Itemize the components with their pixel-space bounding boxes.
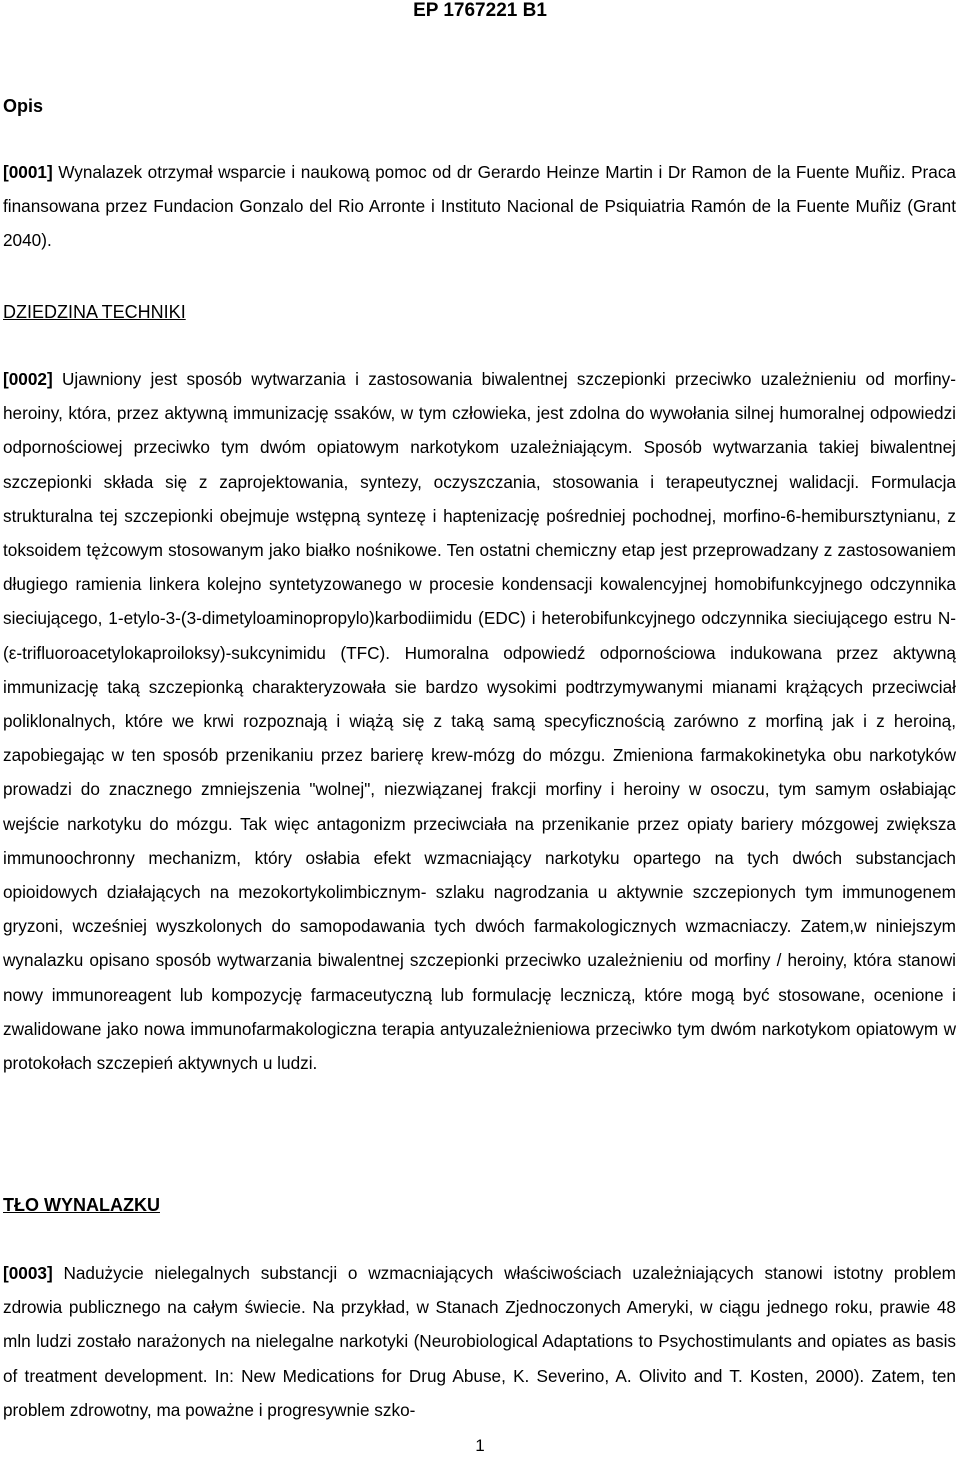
page-number: 1: [475, 1436, 485, 1455]
paragraph-text: Nadużycie nielegalnych substancji o wzmacniających właściwościach uzależniających stanowi istotny problem zdrowia publicznego na całym świecie. Na przykład, w Stanach Zjednoczonych Ameryki, w ciągu jednego roku, prawie 48 mln ludzi zostało narażonych na nielegalne narkotyki (Neurobiological Adaptations to Psychostimulants and opiates as basis of treatment development. In: New Medications for Drug Abuse, K. Severino, A. Olivito and T. Kosten, 2000). Zatem, ten problem zdrowotny, ma poważne i progresywnie szko-: [3, 1263, 956, 1420]
paragraph-0002: [3, 362, 956, 1080]
paragraph-number: [0001]: [3, 162, 53, 182]
paragraph-0001: [3, 155, 956, 258]
paragraph-0003: [3, 1256, 956, 1427]
patent-number-header: EP 1767221 B1: [413, 0, 547, 21]
paragraph-number: [0002]: [3, 369, 53, 389]
section-heading-dziedzina-techniki: DZIEDZINA TECHNIKI: [3, 302, 186, 322]
section-title-opis: Opis: [3, 96, 44, 116]
paragraph-text: Ujawniony jest sposób wytwarzania i zastosowania biwalentnej szczepionki przeciwko uzależnieniu od morfiny-heroiny, która, przez aktywną immunizację ssaków, w tym człowieka, jest zdolna do wywołania silnej humoralnej odpowiedzi odpornościowej przeciwko tym dwóm opiatowym narkotykom uzależniającym. Sposób wytwarzania takiej biwalentnej szczepionki składa się z zaprojektowania, syntezy, oczyszczania, stosowania i terapeutycznej walidacji. Formulacja strukturalna tej szczepionki obejmuje wstępną syntezę i haptenizację pośredniej pochodnej, morfino-6-hemibursztynianu, z toksoidem tężcowym stosowanym jako białko nośnikowe. Ten ostatni chemiczny etap jest przeprowadzany z zastosowaniem długiego ramienia linkera kolejno syntetyzowanego w procesie kondensacji kowalencyjnej homobifunkcyjnego odczynnika sieciującego, 1-etylo-3-(3-dimetyloaminopropylo)karbodiimidu (EDC) i heterobifunkcyjnego odczynnika sieciującego estru N-(ε-trifluoroacetylokaproiloksy)-sukcynimidu (TFC). Humoralna odpowiedź odpornościowa indukowana przez aktywną immunizację taką szczepionką charakteryzowała sie bardzo wysokimi podtrzymywanymi mianami krążących przeciwciał poliklonalnych, które we krwi rozpoznają i wiążą się z taką samą specyficznością zarówno z morfiną jak i z heroiną, zapobiegając w ten sposób przenikaniu przez barierę krew-mózg do mózgu. Zmieniona farmakokinetyka obu narkotyków prowadzi do znacznego zmniejszenia "wolnej", niezwiązanej frakcji morfiny i heroiny w osoczu, tym samym osłabiając wejście narkotyku do mózgu. Tak więc antagonizm przeciwciała na przenikanie przez opiaty bariery mózgowej zwiększa immunoochronny mechanizm, który osłabia efekt wzmacniający narkotyku opartego na tych dwóch substancjach opioidowych działających na mezokortykolimbicznym- szlaku nagrodzania u aktywnie szczepionych tym immunogenem gryzoni, wcześniej wyszkolonych do samopodawania tych dwóch farmakologicznych wzmacniaczy. Zatem,w niniejszym wynalazku opisano sposób wytwarzania biwalentnej szczepionki przeciwko uzależnieniu od morfiny / heroiny, która stanowi nowy immunoreagent lub kompozycję farmaceutyczną lub formulację leczniczą, które mogą być stosowane, ocenione i zwalidowane jako nowa immunofarmakologiczna terapia antyuzależnieniowa przeciwko tym dwóm narkotykom opiatowym w protokołach szczepień aktywnych u ludzi.: [3, 369, 956, 1074]
paragraph-text: Wynalazek otrzymał wsparcie i naukową pomoc od dr Gerardo Heinze Martin i Dr Ramon de la Fuente Muñiz. Praca finansowana przez Fundacion Gonzalo del Rio Arronte i Instituto Nacional de Psiquiatria Ramón de la Fuente Muñiz (Grant 2040).: [3, 162, 956, 251]
section-heading-tlo-wynalazku: TŁO WYNALAZKU: [3, 1195, 160, 1215]
paragraph-number: [0003]: [3, 1263, 53, 1283]
